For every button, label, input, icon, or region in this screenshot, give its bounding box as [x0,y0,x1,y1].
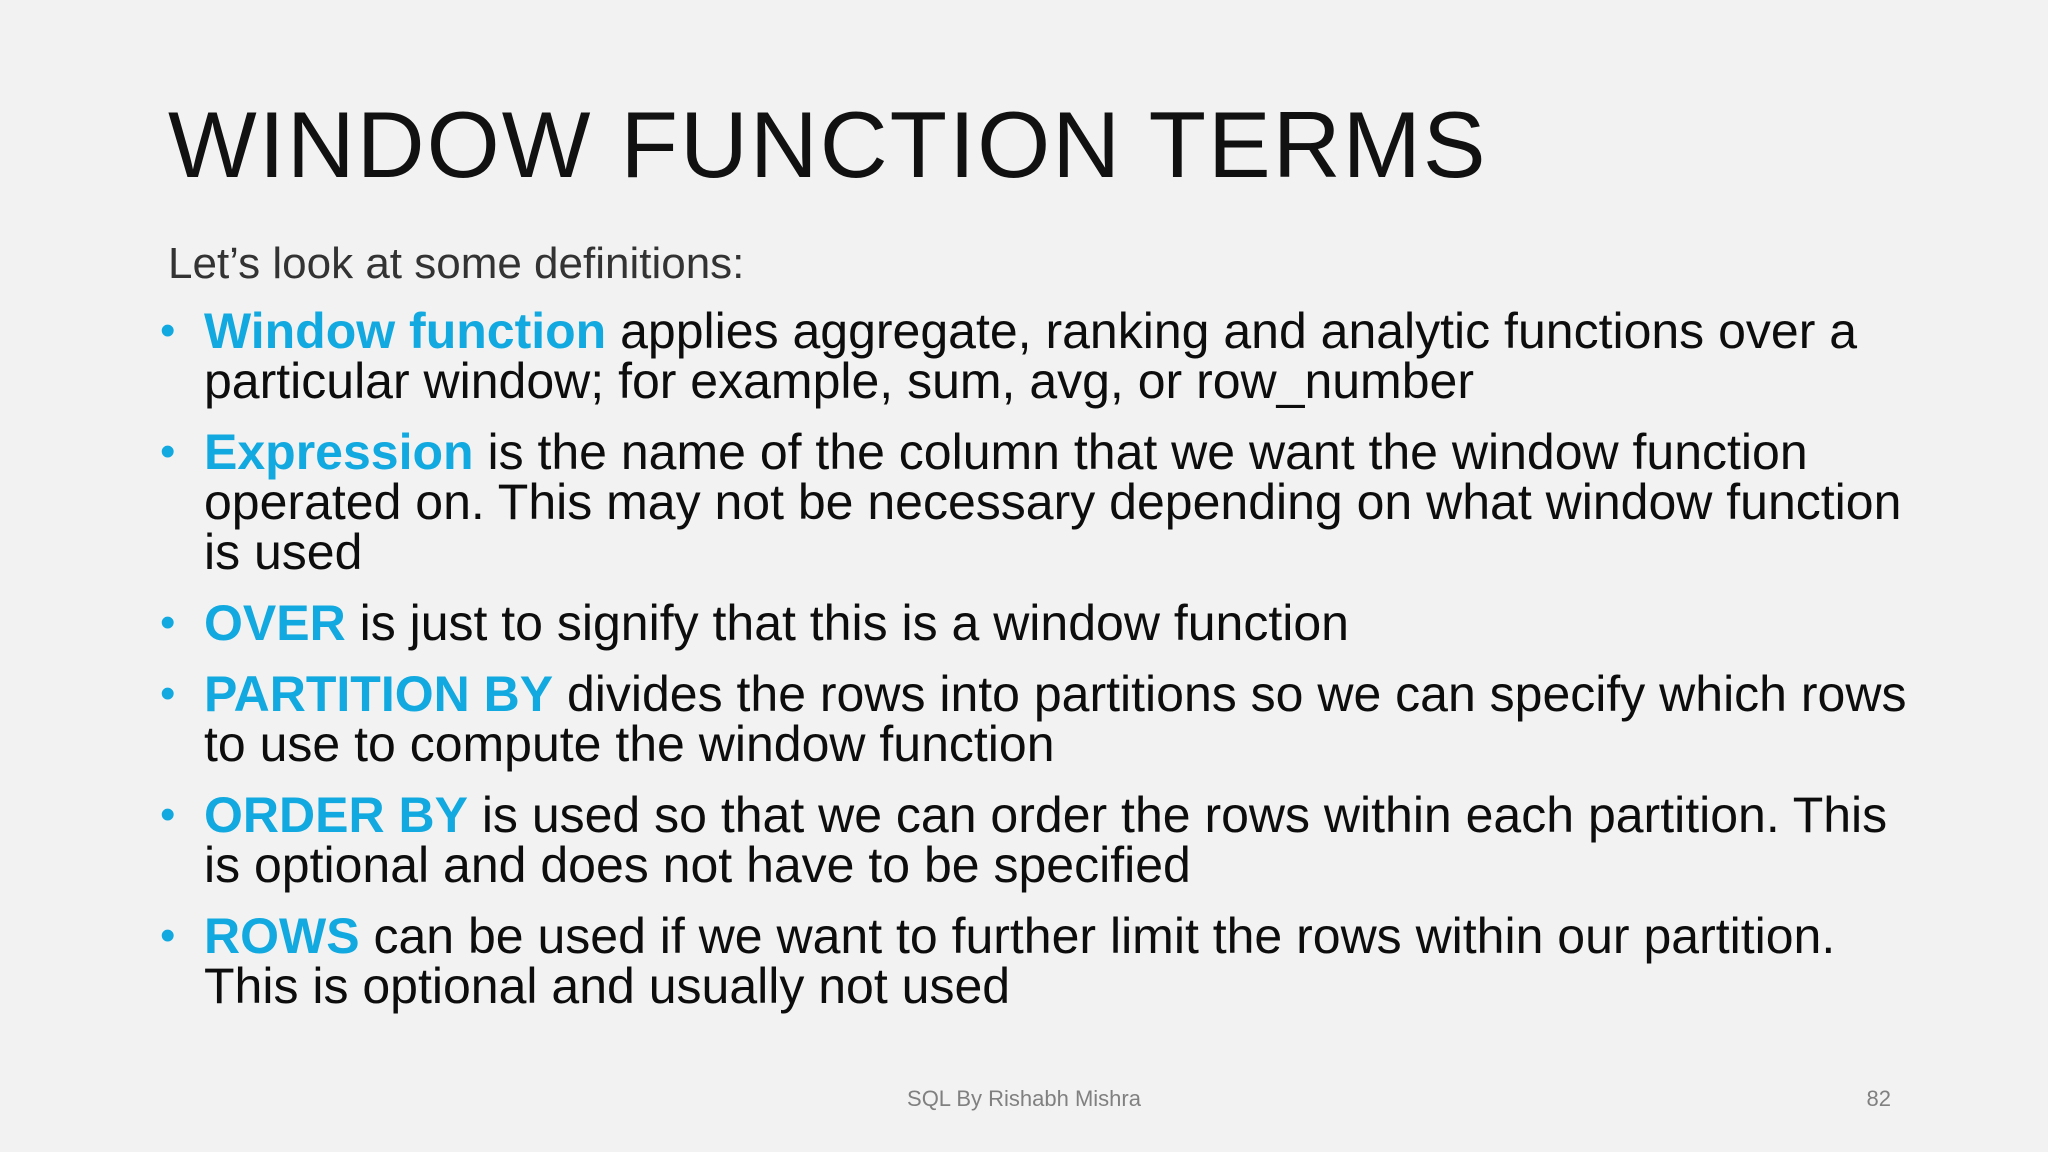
term-order-by: ORDER BY [204,787,468,843]
bullet-marker: • [160,306,176,355]
slide-title: WINDOW FUNCTION TERMS [168,92,1488,197]
bullet-marker: • [160,911,176,960]
definition-text: is the name of the column that we want the window function operated on. This may not be necessary depending on what window function is used [204,424,1902,580]
bullet-marker: • [160,427,176,476]
definition-text: can be used if we want to further limit the rows within our partition. This is optional and usually not used [204,908,1836,1014]
intro-text: Let’s look at some definitions: [168,239,745,288]
definition-item-order-by [160,787,1920,893]
definition-text: divides the rows into partitions so we can specify which rows to use to compute the window function [204,666,1907,772]
definition-item-expression [160,424,1920,580]
definition-item-over [160,595,1920,651]
bullet-marker: • [160,669,176,718]
term-expression: Expression [204,424,474,480]
bullet-marker: • [160,790,176,839]
term-partition-by: PARTITION BY [204,666,554,722]
definition-text: is just to signify that this is a window function [345,595,1349,651]
definition-item-partition-by [160,666,1920,772]
definition-item-window-function [160,303,1920,409]
page-number: 82 [1866,1086,1891,1111]
footer-author: SQL By Rishabh Mishra [907,1086,1141,1111]
term-window-function: Window function [204,303,607,359]
term-rows: ROWS [204,908,360,964]
definition-text: applies aggregate, ranking and analytic functions over a particular window; for example, sum, avg, or row_number [204,303,1858,409]
definition-list [160,303,1920,1032]
definition-text: is used so that we can order the rows within each partition. This is optional and does not have to be specified [204,787,1888,893]
bullet-marker: • [160,598,176,647]
term-over: OVER [204,595,346,651]
definition-item-rows [160,908,1920,1014]
